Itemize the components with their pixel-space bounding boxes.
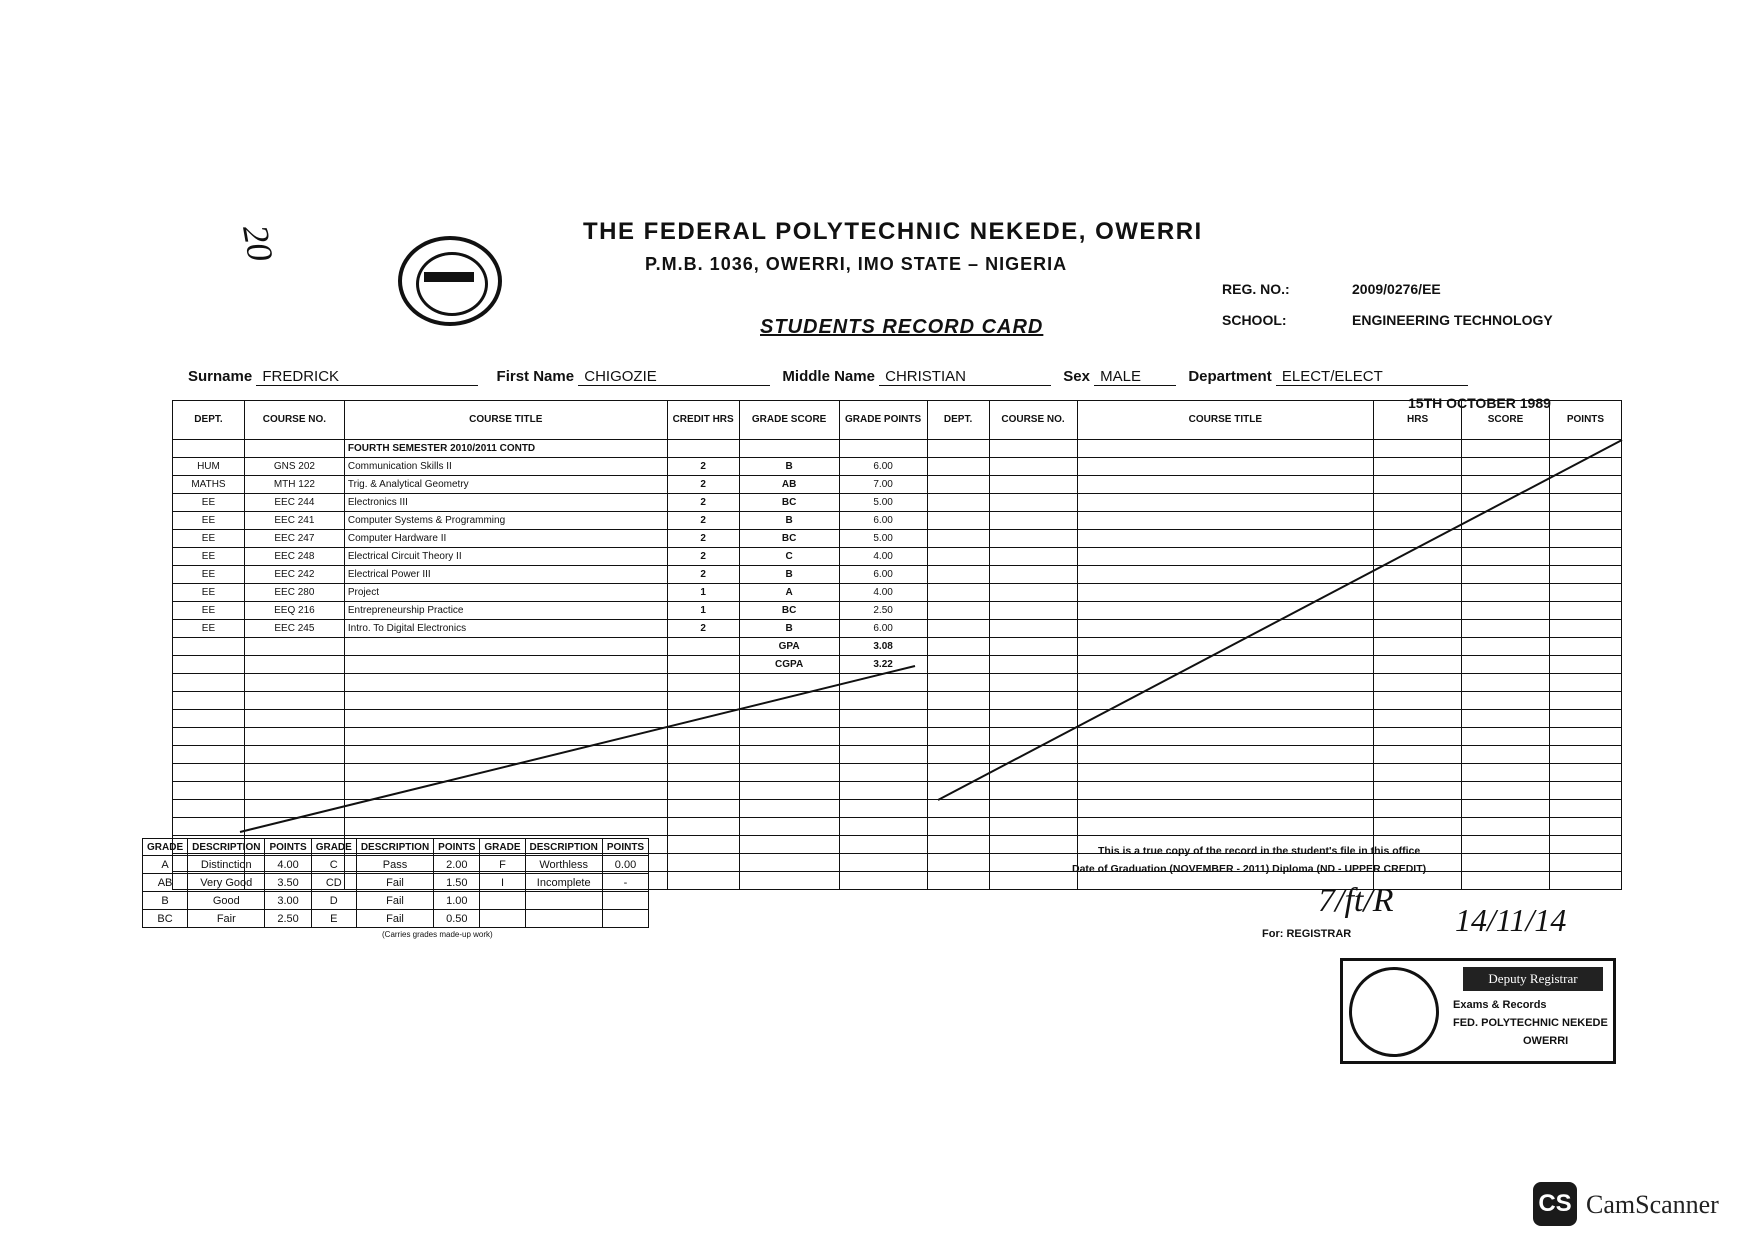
- course-points: 5.00: [839, 494, 927, 512]
- key-description: [525, 892, 602, 910]
- course-title: Electronics III: [344, 494, 667, 512]
- school-label: SCHOOL:: [1222, 312, 1287, 328]
- col-hrs-right: HRS: [1374, 401, 1462, 440]
- department-value: ELECT/ELECT: [1276, 368, 1468, 386]
- grade-key-row: [143, 892, 649, 910]
- cgpa-value: 3.22: [839, 656, 927, 674]
- stamp-title: Deputy Registrar: [1463, 967, 1603, 991]
- key-description: Good: [188, 892, 265, 910]
- course-no: EEC 245: [244, 620, 344, 638]
- handwritten-mark: 20: [235, 221, 281, 265]
- reg-no-label: REG. NO.:: [1222, 281, 1290, 297]
- key-points: 3.50: [265, 874, 311, 892]
- key-grade: [480, 892, 525, 910]
- grade-key-footnote: (Carries grades made-up work): [382, 930, 493, 939]
- col-course-no: COURSE NO.: [244, 401, 344, 440]
- key-grade-header: GRADE: [143, 839, 188, 856]
- course-title: Computer Systems & Programming: [344, 512, 667, 530]
- course-points: 6.00: [839, 458, 927, 476]
- key-points: 2.00: [434, 856, 480, 874]
- key-grade: B: [143, 892, 188, 910]
- key-points: 0.00: [602, 856, 648, 874]
- course-title: Electrical Circuit Theory II: [344, 548, 667, 566]
- key-description: Incomplete: [525, 874, 602, 892]
- semester-heading: FOURTH SEMESTER 2010/2011 CONTD: [344, 440, 667, 458]
- right-cancel-line: [938, 440, 1622, 800]
- key-points: 0.50: [434, 910, 480, 928]
- col-credit-hrs: CREDIT HRS: [667, 401, 739, 440]
- course-credit-hrs: 2: [667, 620, 739, 638]
- for-registrar-label: For: REGISTRAR: [1262, 928, 1352, 940]
- course-grade: BC: [739, 602, 839, 620]
- institution-name: THE FEDERAL POLYTECHNIC NEKEDE, OWERRI: [583, 218, 1203, 245]
- school-value: ENGINEERING TECHNOLOGY: [1352, 312, 1553, 328]
- course-credit-hrs: 1: [667, 602, 739, 620]
- key-grade-header: GRADE: [311, 839, 356, 856]
- course-dept: EE: [173, 602, 245, 620]
- date-of-birth: 15TH OCTOBER 1989: [1408, 395, 1551, 411]
- course-points: 2.50: [839, 602, 927, 620]
- course-title: Communication Skills II: [344, 458, 667, 476]
- camscanner-brand: CamScanner: [1586, 1190, 1719, 1219]
- course-no: EEC 244: [244, 494, 344, 512]
- key-grade: D: [311, 892, 356, 910]
- sex-value: MALE: [1094, 368, 1176, 386]
- grade-key-header-row: [143, 839, 649, 856]
- key-grade: CD: [311, 874, 356, 892]
- course-grade: BC: [739, 494, 839, 512]
- cgpa-label: CGPA: [739, 656, 839, 674]
- stamp-line-2: FED. POLYTECHNIC NEKEDE: [1453, 1017, 1608, 1029]
- middle-name-label: Middle Name: [782, 368, 875, 385]
- stamp-line-3: OWERRI: [1523, 1035, 1569, 1047]
- col-grade-points: GRADE POINTS: [839, 401, 927, 440]
- col-course-no-right: COURSE NO.: [989, 401, 1077, 440]
- course-title: Electrical Power III: [344, 566, 667, 584]
- course-grade: BC: [739, 530, 839, 548]
- course-grade: AB: [739, 476, 839, 494]
- course-title: Project: [344, 584, 667, 602]
- course-dept: EE: [173, 494, 245, 512]
- course-title: Entrepreneurship Practice: [344, 602, 667, 620]
- course-no: EEQ 216: [244, 602, 344, 620]
- sex-label: Sex: [1063, 368, 1090, 385]
- key-description-header: DESCRIPTION: [356, 839, 433, 856]
- course-title: Computer Hardware II: [344, 530, 667, 548]
- key-points: [602, 910, 648, 928]
- course-credit-hrs: 2: [667, 512, 739, 530]
- stamp-line-1: Exams & Records: [1453, 999, 1547, 1011]
- course-grade: A: [739, 584, 839, 602]
- key-grade: AB: [143, 874, 188, 892]
- course-grade: B: [739, 458, 839, 476]
- course-no: MTH 122: [244, 476, 344, 494]
- course-credit-hrs: 2: [667, 566, 739, 584]
- key-points: 4.00: [265, 856, 311, 874]
- key-description: Very Good: [188, 874, 265, 892]
- key-points-header: POINTS: [602, 839, 648, 856]
- course-dept: MATHS: [173, 476, 245, 494]
- gpa-label: GPA: [739, 638, 839, 656]
- col-course-title-right: COURSE TITLE: [1077, 401, 1374, 440]
- key-points: [602, 892, 648, 910]
- signature-date: 14/11/14: [1455, 902, 1567, 938]
- course-points: 6.00: [839, 512, 927, 530]
- course-credit-hrs: 2: [667, 476, 739, 494]
- department-label: Department: [1188, 368, 1272, 385]
- reg-no-value: 2009/0276/EE: [1352, 281, 1441, 297]
- first-name-label: First Name: [496, 368, 575, 385]
- course-credit-hrs: 1: [667, 584, 739, 602]
- course-no: GNS 202: [244, 458, 344, 476]
- col-points-right: POINTS: [1549, 401, 1621, 440]
- registrar-signature: 7/ft/R: [1318, 882, 1394, 919]
- key-grade: I: [480, 874, 525, 892]
- course-dept: HUM: [173, 458, 245, 476]
- course-no: EEC 248: [244, 548, 344, 566]
- institution-address: P.M.B. 1036, OWERRI, IMO STATE – NIGERIA: [645, 254, 1068, 274]
- course-points: 6.00: [839, 566, 927, 584]
- key-grade: [480, 910, 525, 928]
- stamp-seal-icon: [1349, 967, 1439, 1057]
- left-cancel-line: [240, 666, 915, 832]
- col-dept: DEPT.: [173, 401, 245, 440]
- course-points: 6.00: [839, 620, 927, 638]
- surname-value: FREDRICK: [256, 368, 478, 386]
- grade-key-row: [143, 856, 649, 874]
- course-dept: EE: [173, 512, 245, 530]
- key-points: -: [602, 874, 648, 892]
- key-description-header: DESCRIPTION: [188, 839, 265, 856]
- key-description: Fair: [188, 910, 265, 928]
- grade-key-row: [143, 874, 649, 892]
- course-dept: EE: [173, 620, 245, 638]
- course-credit-hrs: 2: [667, 458, 739, 476]
- key-points: 3.00: [265, 892, 311, 910]
- grade-key-table: [142, 838, 649, 928]
- course-points: 4.00: [839, 548, 927, 566]
- course-no: EEC 242: [244, 566, 344, 584]
- certification-line-1: This is a true copy of the record in the student's file in this office: [1098, 845, 1421, 857]
- key-description-header: DESCRIPTION: [525, 839, 602, 856]
- card-title: STUDENTS RECORD CARD: [760, 316, 1044, 338]
- course-no: EEC 280: [244, 584, 344, 602]
- key-description: Fail: [356, 892, 433, 910]
- key-grade: BC: [143, 910, 188, 928]
- key-points-header: POINTS: [265, 839, 311, 856]
- col-score-right: SCORE: [1462, 401, 1550, 440]
- course-points: 5.00: [839, 530, 927, 548]
- key-points: 1.00: [434, 892, 480, 910]
- course-grade: C: [739, 548, 839, 566]
- course-grade: B: [739, 512, 839, 530]
- course-credit-hrs: 2: [667, 494, 739, 512]
- certification-line-2: Date of Graduation (NOVEMBER - 2011) Diploma (ND - UPPER CREDIT): [1072, 863, 1427, 875]
- key-description: [525, 910, 602, 928]
- key-description: Fail: [356, 874, 433, 892]
- col-grade-score: GRADE SCORE: [739, 401, 839, 440]
- col-dept-right: DEPT.: [927, 401, 989, 440]
- course-credit-hrs: 2: [667, 530, 739, 548]
- course-dept: EE: [173, 584, 245, 602]
- key-description: Fail: [356, 910, 433, 928]
- course-points: 4.00: [839, 584, 927, 602]
- key-description: Worthless: [525, 856, 602, 874]
- middle-name-value: CHRISTIAN: [879, 368, 1051, 386]
- course-grade: B: [739, 566, 839, 584]
- course-points: 7.00: [839, 476, 927, 494]
- course-grade: B: [739, 620, 839, 638]
- course-credit-hrs: 2: [667, 548, 739, 566]
- camscanner-logo-icon: CS: [1533, 1182, 1577, 1226]
- key-grade: A: [143, 856, 188, 874]
- surname-label: Surname: [188, 368, 253, 385]
- key-grade: F: [480, 856, 525, 874]
- key-grade: C: [311, 856, 356, 874]
- course-title: Trig. & Analytical Geometry: [344, 476, 667, 494]
- key-points: 2.50: [265, 910, 311, 928]
- official-stamp: [1340, 958, 1616, 1064]
- key-grade-header: GRADE: [480, 839, 525, 856]
- first-name-value: CHIGOZIE: [578, 368, 770, 386]
- key-description: Distinction: [188, 856, 265, 874]
- grade-key-row: [143, 910, 649, 928]
- key-description: Pass: [356, 856, 433, 874]
- course-dept: EE: [173, 566, 245, 584]
- key-points: 1.50: [434, 874, 480, 892]
- col-course-title: COURSE TITLE: [344, 401, 667, 440]
- course-dept: EE: [173, 548, 245, 566]
- course-dept: EE: [173, 530, 245, 548]
- key-points-header: POINTS: [434, 839, 480, 856]
- key-grade: E: [311, 910, 356, 928]
- course-no: EEC 241: [244, 512, 344, 530]
- course-title: Intro. To Digital Electronics: [344, 620, 667, 638]
- course-no: EEC 247: [244, 530, 344, 548]
- gpa-value: 3.08: [839, 638, 927, 656]
